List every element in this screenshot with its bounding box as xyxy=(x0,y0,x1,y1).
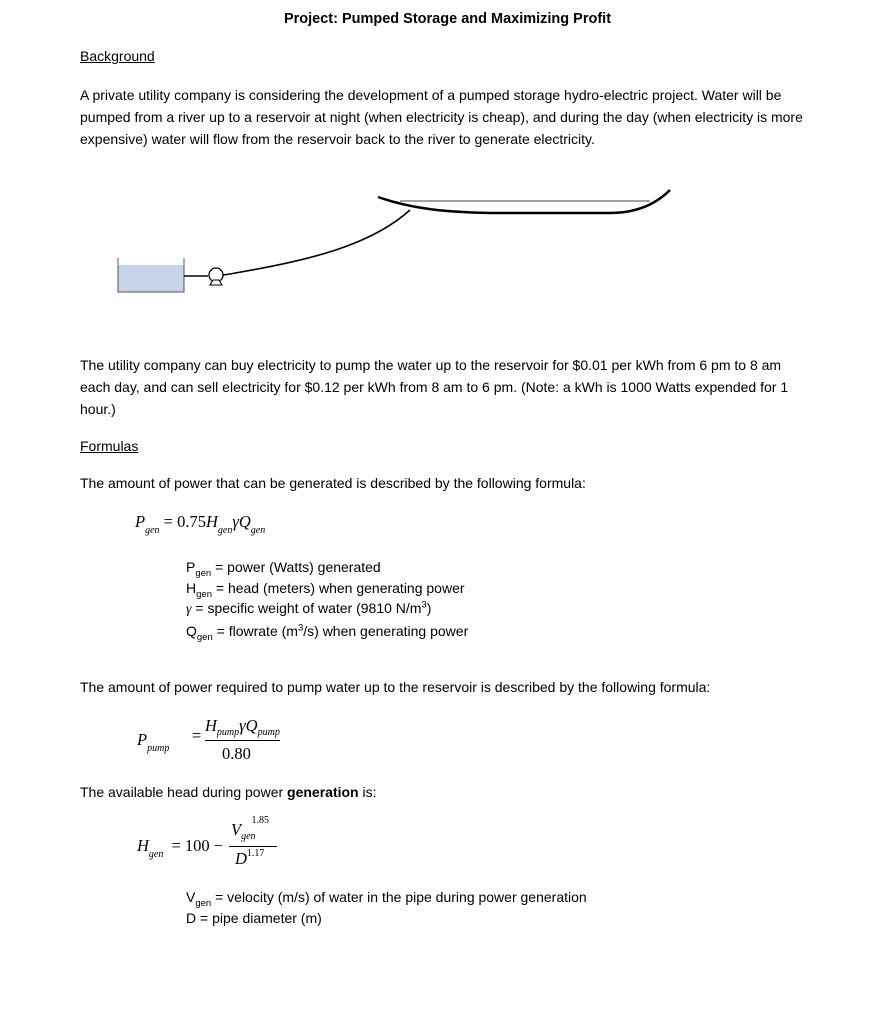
def-pgen: $P_{gen}$ = power (Watts) generated xyxy=(186,559,381,579)
pump-intro: The amount of power required to pump water up to the reservoir is described by the following formula: xyxy=(80,679,711,695)
def-d: D = pipe diameter (m) xyxy=(186,909,322,926)
def-hgen: $H_{gen}$ = head (meters) when generating power xyxy=(186,579,465,600)
head-definitions xyxy=(186,887,587,928)
page-title: Project: Pumped Storage and Maximizing Profit xyxy=(283,11,612,27)
def-qgen: $Q_{gen}$ = flowrate $(m^3/s)$ when generating power xyxy=(186,621,469,643)
pricing-paragraph: The utility company can buy electricity to pump the water up to the reservoir for $0.01 per kWh from 6 pm to 8 am each day, and can sell electricity for $0.12 per kWh from 8 am to 6 pm. (Note: a kWh is 1000 Watts expended for 1 hour.) xyxy=(80,357,789,417)
gen-formula: $P_{gen} = 0.75H_{gen}\gamma Q_{gen}$ xyxy=(135,512,266,536)
background-heading: Background xyxy=(80,48,155,64)
formulas-heading: Formulas xyxy=(80,438,139,454)
head-intro: The available head during power generation is: xyxy=(80,784,377,800)
def-vgen: $V_{gen}$ = velocity (m/s) of water in the pipe during power generation xyxy=(186,889,587,909)
def-gamma: γ = specific weight of water (9810 $N/m^3$) xyxy=(186,599,432,617)
gen-intro: The amount of power that can be generated is described by the following formula: xyxy=(80,475,586,491)
gen-definitions xyxy=(186,557,468,641)
pipe-line xyxy=(230,210,410,274)
background-paragraph: A private utility company is considering the development of a pumped storage hydro-electric project. Water will be pumped from a river up to a reservoir at night (when electricity is cheap), and during the day (when electricity is more expensive) water will flow from the reservoir back to the river to generate electricity. xyxy=(80,87,803,147)
river-water xyxy=(118,265,184,292)
pumped-storage-diagram xyxy=(110,180,690,305)
